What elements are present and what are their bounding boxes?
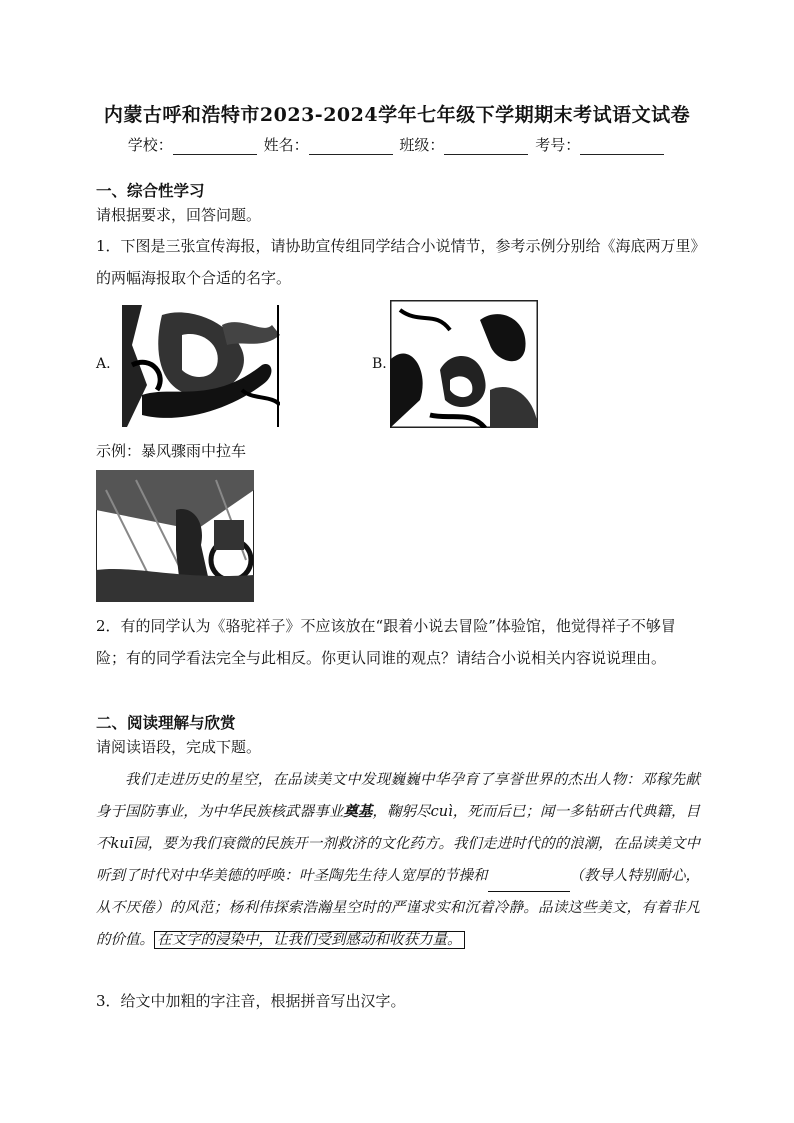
question-1: 1．下图是三张宣传海报，请协助宣传组同学结合小说情节，参考示例分别给《海底两万里》的两幅海报取个合适的名字。 (96, 237, 699, 287)
poster-b-image (390, 300, 538, 428)
section1-heading: 一、综合性学习 (96, 181, 205, 200)
example-poster-image (96, 470, 254, 602)
boxed-sentence: 在文字的浸染中，让我们受到感动和收获力量。 (154, 931, 465, 949)
question-3: 3．给文中加粗的字注音，根据拼音写出汉字。 (96, 992, 406, 1010)
question-2: 2．有的同学认为《骆驼祥子》不应该放在“跟着小说去冒险”体验馆，他觉得祥子不够冒险；有的同学看法完全与此相反。你更认同谁的观点？请结合小说相关内容说说理由。 (96, 617, 676, 667)
section2-instruction: 请阅读语段，完成下题。 (96, 738, 262, 756)
student-info-line (0, 134, 794, 155)
page-title: 内蒙古呼和浩特市2023-2024学年七年级下学期期末考试语文试卷 (103, 104, 691, 126)
passage-part-3: （教导人特别耐心，从不厌倦）的风范；杨利伟探索浩瀚星空时的严谨求实和沉着冷静。品读这些美文，有着非凡的价值。 (96, 868, 700, 948)
poster-a-label: A. (96, 356, 111, 372)
bold-word: 奠基 (343, 803, 373, 820)
fill-in-blank[interactable] (488, 875, 570, 892)
passage-part-1: 我们走进历史的星空，在品读美文中发现巍巍中华孕育了享誉世界的杰出人物：邓稼先献身于国防事业，为中华民族核武器事业 (96, 772, 700, 820)
class-blank[interactable] (444, 140, 528, 155)
reading-passage (96, 764, 700, 956)
poster-a-image (122, 305, 280, 427)
class-label: 班级： (399, 136, 445, 154)
poster-b-label: B. (372, 356, 387, 372)
exam-no-blank[interactable] (580, 140, 664, 155)
name-blank[interactable] (309, 140, 393, 155)
poster-a-octopus-illustration (122, 305, 280, 427)
name-label: 姓名： (263, 136, 309, 154)
section2-heading: 二、阅读理解与欣赏 (96, 713, 236, 732)
rickshaw-in-storm-illustration (96, 470, 254, 602)
poster-b-battle-illustration (390, 300, 538, 428)
passage-part-2: ，鞠躬尽cuì，死而后已；闻一多钻研古代典籍，目不kuī园，要为我们衰微的民族开一剂救济的文化药方。我们走进时代的的浪潮，在品读美文中听到了时代对中华美德的呼唤：叶圣陶先生待人宽厚的节操和 (96, 804, 701, 884)
school-label: 学校： (127, 136, 173, 154)
section1-instruction: 请根据要求，回答问题。 (96, 206, 262, 224)
school-blank[interactable] (173, 140, 257, 155)
example-caption: 示例：暴风骤雨中拉车 (96, 442, 247, 460)
exam-no-label: 考号： (535, 136, 581, 154)
